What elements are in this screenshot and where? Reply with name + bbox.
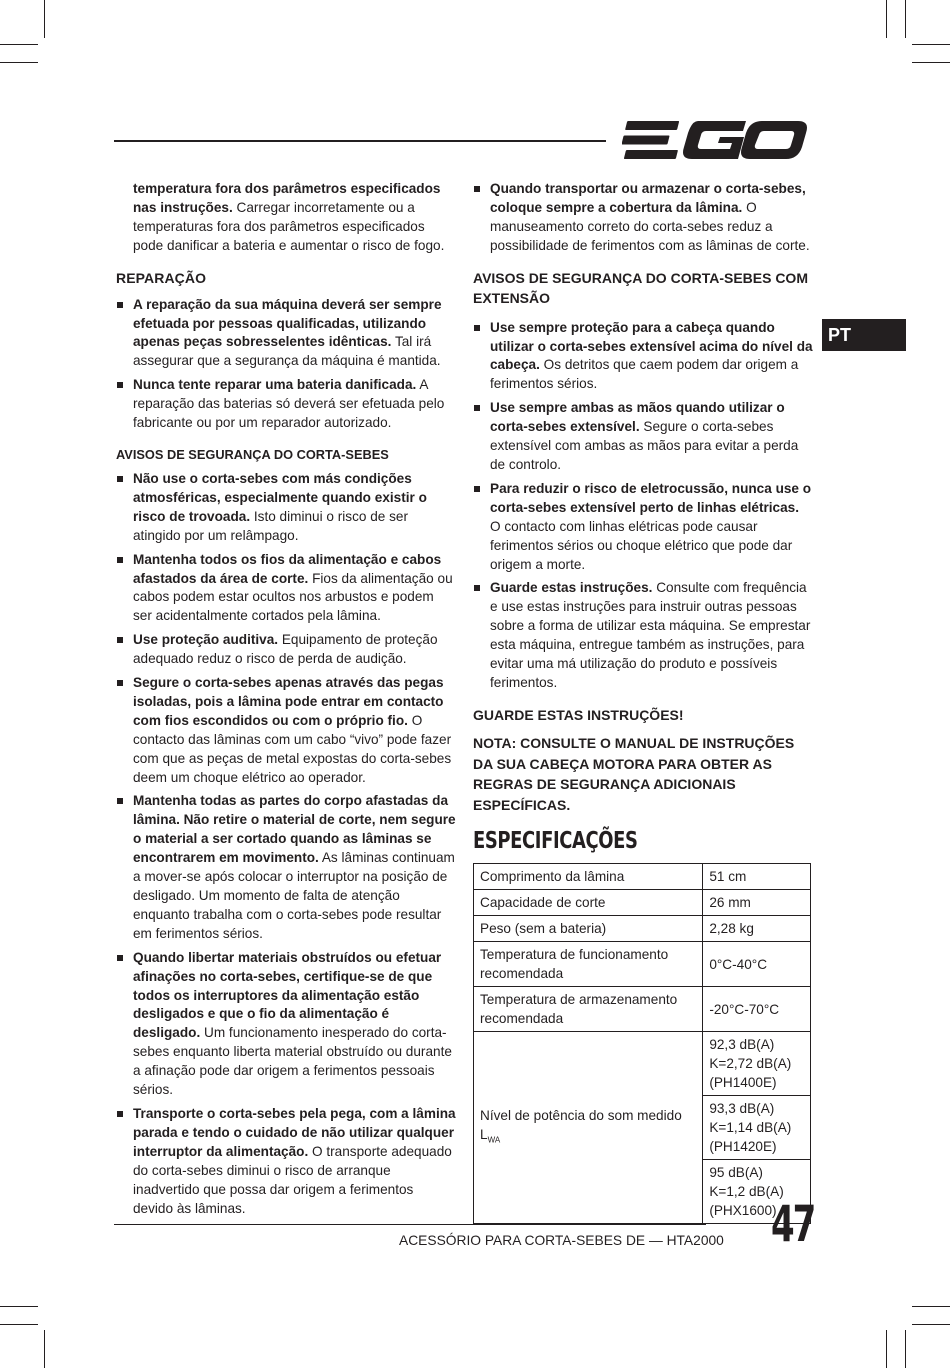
- crop-mark: [886, 1330, 887, 1368]
- crop-mark: [912, 1324, 950, 1325]
- crop-mark: [0, 1306, 38, 1307]
- spec-label: Nível de potência do som medido $L_{WA}$: [474, 1032, 703, 1224]
- header-rule: [114, 140, 606, 142]
- repair-list: [116, 296, 456, 433]
- left-column: [116, 180, 456, 1230]
- list-item: Use sempre ambas as mãos quando utilizar o corta-sebes extensível. Segure o corta-sebes extensível com ambas as mãos para evitar a perda de controlo.: [473, 399, 813, 475]
- crop-mark: [44, 1330, 45, 1368]
- extension-list: [473, 319, 813, 693]
- list-item: Não use o corta-sebes com más condições atmosféricas, especialmente quando existir o risco de trovoada. Isto diminui o risco de ser atingido por um relâmpago.: [116, 470, 456, 546]
- spec-label: Comprimento da lâmina: [474, 864, 703, 890]
- safety-heading: AVISOS DE SEGURANÇA DO CORTA-SEBES: [116, 446, 389, 462]
- table-row: [474, 890, 811, 916]
- list-item: Quando transportar ou armazenar o corta-sebes, coloque sempre a cobertura da lâmina. O manuseamento correto do corta-sebes reduz a possibilidade de ferimentos com as lâminas de corte.: [473, 180, 813, 256]
- table-row: [474, 942, 811, 987]
- spec-value: 26 mm: [703, 890, 811, 916]
- table-row: [474, 987, 811, 1032]
- crop-mark: [912, 1306, 950, 1307]
- list-item: A reparação da sua máquina deverá ser sempre efetuada por pessoas qualificadas, utilizando apenas peças sobresselentes idênticas. Tal irá assegurar que a segurança da máquina é mantida.: [116, 296, 456, 372]
- spec-value: -20°C-70°C: [703, 987, 811, 1032]
- spec-value: 92,3 dB(A) K=2,72 dB(A) (PH1400E): [703, 1032, 811, 1096]
- list-item: Mantenha todas as partes do corpo afastadas da lâmina. Não retire o material de corte, nem segure o material a ser cortado quando as lâminas se encontrarem em movimento. As lâminas continuam a mover-se após colocar o interruptor na posição de desligado. Um momento de falta de atenção enquanto trabalha com o corta-sebes pode resultar em ferimentos sérios.: [116, 792, 456, 943]
- table-row: [474, 916, 811, 942]
- spec-value: 0°C-40°C: [703, 942, 811, 987]
- table-row: [474, 1032, 811, 1096]
- crop-mark: [886, 0, 887, 38]
- list-item: Quando libertar materiais obstruídos ou efetuar afinações no corta-sebes, certifique-se de que todos os interruptores da alimentação estão desligados e que o fio da alimentação é desligado. Um funcionamento inesperado do corta-sebes enquanto liberta material obstruído ou durante a afinação pode dar origem a ferimentos pessoais sérios.: [116, 949, 456, 1100]
- spec-label: Capacidade de corte: [474, 890, 703, 916]
- page-number: 47: [771, 1195, 815, 1253]
- spec-value: 93,3 dB(A) K=1,14 dB(A) (PH1420E): [703, 1096, 811, 1160]
- spec-table: [473, 863, 811, 1224]
- table-row: [474, 864, 811, 890]
- list-item: Guarde estas instruções. Consulte com frequência e use estas instruções para instruir outras pessoas sobre a forma de utilizar esta máquina. Se emprestar esta máquina, entregue também as instruções, para evitar uma má utilização do produto e possíveis ferimentos.: [473, 579, 813, 692]
- list-item: Use proteção auditiva. Equipamento de proteção adequado reduz o risco de perda de audição.: [116, 631, 456, 669]
- language-tab: PT: [822, 319, 906, 351]
- spec-title: ESPECIFICAÇÕES: [473, 828, 638, 855]
- crop-mark: [0, 1324, 38, 1325]
- list-item: Segure o corta-sebes apenas através das pegas isoladas, pois a lâmina pode entrar em contacto com fios escondidos ou com o próprio fio. O contacto das lâminas com um cabo “vivo” pode fazer com que as peças de metal expostas do corta-sebes deem um choque elétrico ao operador.: [116, 674, 456, 787]
- crop-mark: [912, 44, 950, 45]
- crop-mark: [905, 1330, 906, 1368]
- list-item: Transporte o corta-sebes pela pega, com a lâmina parada e tendo o cuidado de não utilizar qualquer interruptor da alimentação. O transporte adequado do corta-sebes diminui o risco de arranque inadvertido que possa dar origem a ferimentos devido às lâminas.: [116, 1105, 456, 1218]
- spec-value: 2,28 kg: [703, 916, 811, 942]
- spec-label: Temperatura de armazenamento recomendada: [474, 987, 703, 1032]
- repair-heading: REPARAÇÃO: [116, 269, 207, 286]
- note-paragraph: NOTA: CONSULTE O MANUAL DE INSTRUÇÕES DA SUA CABEÇA MOTORA PARA OBTER AS REGRAS DE SEGURANÇA ADICIONAIS ESPECÍFICAS.: [473, 735, 795, 813]
- spec-value: 95 dB(A) K=1,2 dB(A) (PHX1600): [703, 1160, 811, 1224]
- spec-label: Peso (sem a bateria): [474, 916, 703, 942]
- extension-heading: AVISOS DE SEGURANÇA DO CORTA-SEBES COM EXTENSÃO: [473, 269, 808, 307]
- ego-logo: [622, 118, 810, 162]
- footer-text: ACESSÓRIO PARA CORTA-SEBES DE — HTA2000: [399, 1233, 724, 1248]
- spec-value: 51 cm: [703, 864, 811, 890]
- crop-mark: [44, 0, 45, 38]
- save-instructions: GUARDE ESTAS INSTRUÇÕES!: [473, 706, 684, 723]
- safety-list: [116, 470, 456, 1218]
- list-item: Nunca tente reparar uma bateria danificada. A reparação das baterias só deverá ser efetuada pelo fabricante ou por um reparador autorizado.: [116, 376, 456, 433]
- transport-list: [473, 180, 813, 256]
- crop-mark: [912, 62, 950, 63]
- list-item: Mantenha todos os fios da alimentação e cabos afastados da área de corte. Fios da alimentação ou cabos podem estar ocultos nos arbustos e podem ser acidentalmente cortados pela lâmina.: [116, 551, 456, 627]
- crop-mark: [0, 62, 38, 63]
- list-item: Use sempre proteção para a cabeça quando utilizar o corta-sebes extensível acima do nível da cabeça. Os detritos que caem podem dar origem a ferimentos sérios.: [473, 319, 813, 395]
- spec-label: Temperatura de funcionamento recomendada: [474, 942, 703, 987]
- footer-rule: [114, 1224, 706, 1225]
- list-item: Para reduzir o risco de eletrocussão, nunca use o corta-sebes extensível perto de linhas elétricas. O contacto com linhas elétricas pode causar ferimentos sérios ou choque elétrico que pode dar origem a morte.: [473, 480, 813, 575]
- intro-paragraph: temperatura fora dos parâmetros especificados nas instruções. Carregar incorretamente ou a temperaturas fora dos parâmetros especificados pode danificar a bateria e aumentar o risco de fogo.: [133, 181, 445, 253]
- crop-mark: [0, 44, 38, 45]
- crop-mark: [905, 0, 906, 38]
- right-column: [473, 180, 813, 1224]
